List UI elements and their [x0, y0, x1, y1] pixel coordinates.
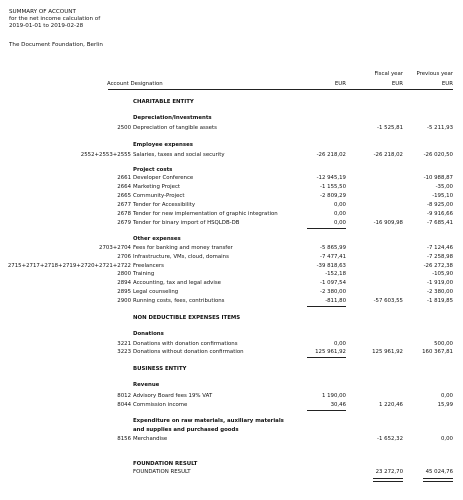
amount-detail: 125 961,92	[315, 349, 346, 355]
account-label: Tender for Accessibility	[133, 202, 196, 208]
amount-previous-year: 45 024,76	[425, 469, 453, 475]
account-label: Training	[133, 271, 155, 277]
account-code: 8156	[117, 436, 131, 442]
account-code: 2715+2717+2718+2719+2720+2721+2722	[7, 263, 131, 269]
amount-detail: -12 945,19	[316, 175, 346, 181]
account-code: 2895	[117, 289, 131, 295]
account-code: 2900	[117, 298, 131, 304]
account-code: 8012	[117, 393, 131, 399]
account-label: Developer Conference	[133, 175, 194, 181]
account-label: Accounting, tax and legal advise	[133, 280, 221, 286]
group-heading: Project costs	[133, 167, 173, 173]
amount-fiscal-year: -26 218,02	[373, 152, 403, 158]
amount-detail: -811,80	[325, 298, 346, 304]
account-code: 2894	[117, 280, 131, 286]
group-heading: and supplies and purchased goods	[133, 427, 239, 433]
amount-previous-year: -10 988,87	[423, 175, 453, 181]
account-code: 2800	[117, 271, 131, 277]
amount-fiscal-year: 125 961,92	[372, 349, 403, 355]
account-code: 2665	[117, 193, 131, 199]
amount-previous-year: -195,10	[432, 193, 453, 199]
col-eur-3: EUR	[441, 81, 453, 87]
amount-previous-year: -9 916,66	[427, 211, 453, 217]
section-heading: NON DEDUCTIBLE EXPENSES ITEMS	[133, 315, 241, 321]
report-subtitle: for the net income calculation of	[9, 16, 101, 22]
account-code: 2677	[117, 202, 131, 208]
amount-detail: 0,00	[333, 220, 346, 226]
group-heading: Donations	[133, 331, 164, 337]
account-label: Fees for banking and money transfer	[133, 245, 233, 251]
account-code: 2664	[117, 184, 131, 190]
amount-previous-year: -7 258,98	[427, 254, 453, 260]
amount-previous-year: -7 685,41	[427, 220, 453, 226]
account-code: 2552+2553+2555	[80, 152, 131, 158]
amount-previous-year: 160 367,81	[422, 349, 453, 355]
account-code: 2703+2704	[99, 245, 131, 251]
amount-detail: -7 477,41	[320, 254, 346, 260]
amount-detail: -2 809,29	[320, 193, 346, 199]
account-label: Running costs, fees, contributions	[133, 298, 225, 304]
account-label: Tender for new implementation of graphic integration	[133, 211, 278, 217]
amount-fiscal-year: -16 909,98	[373, 220, 403, 226]
account-code: 8044	[117, 402, 131, 408]
amount-detail: -2 380,00	[320, 289, 346, 295]
col-previous-year: Previous year	[416, 71, 453, 77]
account-label: Depreciation of tangible assets	[133, 125, 217, 131]
amount-detail: 30,46	[330, 402, 346, 408]
amount-detail: -1 155,50	[320, 184, 346, 190]
amount-previous-year: -26 020,50	[423, 152, 453, 158]
amount-detail: 0,00	[333, 202, 346, 208]
account-code: 2706	[117, 254, 131, 260]
account-label: Donations without donation confirmation	[133, 349, 244, 355]
organization-name: The Document Foundation, Berlin	[9, 42, 103, 48]
amount-previous-year: 0,00	[440, 393, 453, 399]
header-rule	[108, 89, 453, 90]
subtotal-rule	[307, 357, 346, 358]
amount-previous-year: 0,00	[440, 436, 453, 442]
account-label: Tender for binary import of HSQLDB-DB	[133, 220, 240, 226]
account-label: FOUNDATION RESULT	[133, 469, 191, 475]
account-code: 3223	[117, 349, 131, 355]
amount-previous-year: -1 819,85	[427, 298, 453, 304]
account-label: Donations with donation confirmations	[133, 341, 238, 347]
amount-previous-year: -1 919,00	[427, 280, 453, 286]
amount-previous-year: -7 124,46	[427, 245, 453, 251]
amount-fiscal-year: 1 220,46	[378, 402, 403, 408]
section-heading: BUSINESS ENTITY	[133, 366, 187, 372]
amount-detail: -5 865,99	[320, 245, 346, 251]
group-heading: Revenue	[133, 382, 160, 388]
amount-previous-year: 500,00	[434, 341, 453, 347]
account-code: 2500	[117, 125, 131, 131]
amount-detail: -26 218,02	[316, 152, 346, 158]
amount-previous-year: -35,00	[435, 184, 453, 190]
amount-detail: 0,00	[333, 211, 346, 217]
col-eur-1: EUR	[334, 81, 346, 87]
amount-fiscal-year: -57 603,55	[373, 298, 403, 304]
account-label: Salaries, taxes and social security	[133, 152, 225, 158]
account-label: Infrastructure, VMs, cloud, domains	[133, 254, 229, 260]
total-rule	[423, 478, 453, 482]
group-heading: Other expenses	[133, 236, 181, 242]
amount-previous-year: -5 211,93	[427, 125, 453, 131]
account-label: Commission income	[133, 402, 188, 408]
group-heading: Depreciation/Investments	[133, 115, 212, 121]
col-account-designation: Account Designation	[107, 81, 163, 87]
group-heading: Employee expenses	[133, 142, 193, 148]
account-label: Freelancers	[133, 263, 164, 269]
amount-fiscal-year: -1 652,32	[377, 436, 403, 442]
account-label: Legal counseling	[133, 289, 179, 295]
account-code: 2661	[117, 175, 131, 181]
col-eur-2: EUR	[391, 81, 403, 87]
account-code: 2678	[117, 211, 131, 217]
amount-detail: -1 097,54	[320, 280, 346, 286]
subtotal-rule	[307, 306, 346, 307]
amount-fiscal-year: 23 272,70	[375, 469, 403, 475]
amount-previous-year: -26 272,38	[423, 263, 453, 269]
amount-detail: -152,18	[325, 271, 346, 277]
section-heading: FOUNDATION RESULT	[133, 461, 198, 467]
report-title: SUMMARY OF ACCOUNT	[9, 9, 76, 15]
total-rule	[373, 478, 403, 482]
report-period: 2019-01-01 to 2019-02-28	[9, 23, 84, 29]
subtotal-rule	[307, 228, 346, 229]
account-code: 3221	[117, 341, 131, 347]
account-label: Advisory Board fees 19% VAT	[133, 393, 213, 399]
amount-previous-year: 15,99	[437, 402, 453, 408]
col-fiscal-year: Fiscal year	[374, 71, 403, 77]
amount-previous-year: -105,90	[432, 271, 453, 277]
account-label: Marketing Project	[133, 184, 181, 190]
group-heading: Expenditure on raw materials, auxiliary materials	[133, 418, 284, 424]
amount-detail: -39 818,63	[316, 263, 346, 269]
amount-detail: 0,00	[333, 341, 346, 347]
amount-previous-year: -8 925,00	[427, 202, 453, 208]
account-label: Merchandise	[133, 436, 168, 442]
account-code: 2679	[117, 220, 131, 226]
section-heading: CHARITABLE ENTITY	[133, 99, 194, 105]
amount-fiscal-year: -1 525,81	[377, 125, 403, 131]
subtotal-rule	[307, 410, 346, 411]
account-label: Community-Project	[133, 193, 185, 199]
amount-detail: 1 190,00	[321, 393, 346, 399]
amount-previous-year: -2 380,00	[427, 289, 453, 295]
